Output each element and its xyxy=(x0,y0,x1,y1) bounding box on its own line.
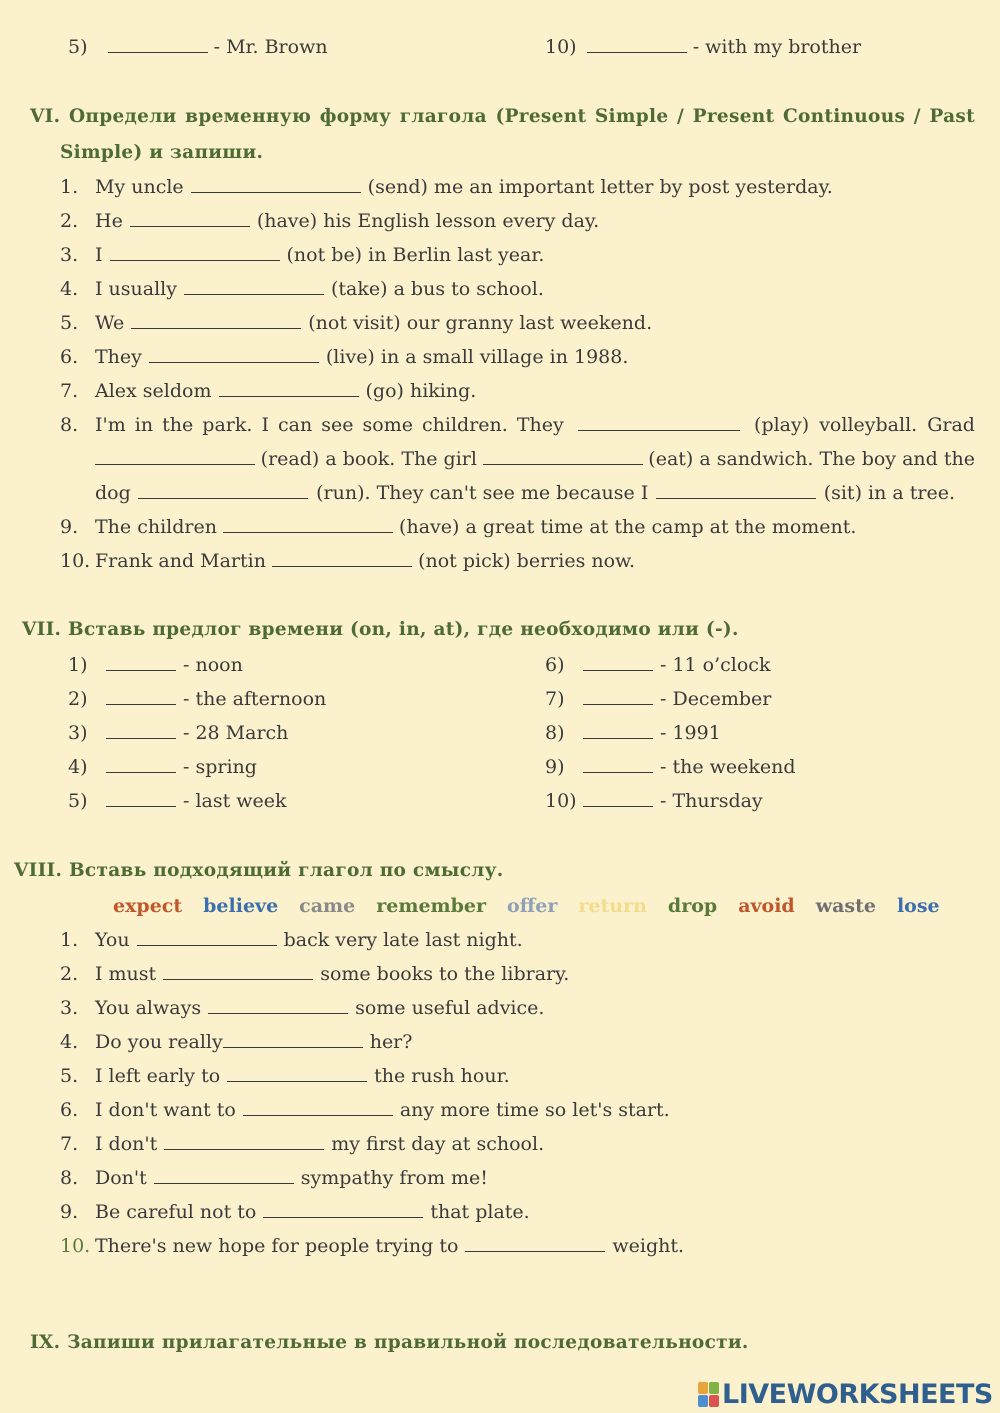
item-number: 4) xyxy=(68,756,88,778)
item-number: 2. xyxy=(60,963,79,985)
item-text: - spring xyxy=(183,756,257,778)
item-text: - last week xyxy=(183,790,287,812)
word-bank-item: expect xyxy=(113,895,183,917)
answer-blank[interactable] xyxy=(131,311,301,329)
item-text: (sit) in a tree. xyxy=(823,482,955,504)
logo-text: LIVEWORKSHEETS xyxy=(722,1378,993,1410)
s8-item-2 xyxy=(60,962,569,986)
word-bank xyxy=(113,894,961,918)
answer-blank[interactable] xyxy=(583,721,653,739)
s8-item-10 xyxy=(60,1234,684,1258)
item-text: (have) his English lesson every day. xyxy=(256,210,600,232)
item-text: (not visit) our granny last weekend. xyxy=(308,312,653,334)
item-text: He xyxy=(95,210,123,232)
item-text: - the weekend xyxy=(660,756,796,778)
word-bank-item: drop xyxy=(667,895,718,917)
s8-item-3 xyxy=(60,996,544,1020)
item-number: 9. xyxy=(60,516,79,538)
s7-item-5 xyxy=(68,789,287,813)
item-number: 6. xyxy=(60,346,79,368)
s6-item-7 xyxy=(60,379,476,403)
answer-blank[interactable] xyxy=(583,687,653,705)
s6-item-1 xyxy=(60,175,833,199)
s8-item-8 xyxy=(60,1166,488,1190)
item-number: 7) xyxy=(545,688,565,710)
item-text: (take) a bus to school. xyxy=(330,278,544,300)
item-number: 10) xyxy=(545,36,577,58)
item-number: 2. xyxy=(60,210,79,232)
item-number: 8) xyxy=(545,722,565,744)
section-9-title: IX. Запиши прилагательные в правильной последовательности. xyxy=(30,1332,749,1353)
item-text: - 28 March xyxy=(183,722,289,744)
s6-item-8-number: 8. xyxy=(60,414,79,436)
item-text: You always xyxy=(95,997,202,1019)
item-text: (read) a book. The girl xyxy=(260,448,477,470)
item-text: any more time so let's start. xyxy=(399,1099,670,1121)
item-text: The children xyxy=(95,516,217,538)
word-bank-item: remember xyxy=(376,895,487,917)
item-text: Do you really xyxy=(95,1031,223,1053)
item-text: I usually xyxy=(95,278,177,300)
logo-mark-icon xyxy=(698,1382,719,1407)
answer-blank[interactable] xyxy=(106,789,176,807)
section-6-title-cont: Simple) и запиши. xyxy=(60,142,264,163)
answer-blank[interactable] xyxy=(164,1132,324,1150)
item-number: 1) xyxy=(68,654,88,676)
answer-blank[interactable] xyxy=(208,996,348,1014)
item-text: (not pick) berries now. xyxy=(418,550,636,572)
item-text: (live) in a small village in 1988. xyxy=(325,346,629,368)
item-text: I don't xyxy=(95,1133,158,1155)
answer-blank[interactable] xyxy=(163,962,313,980)
answer-blank[interactable] xyxy=(223,1030,363,1048)
s7-item-2 xyxy=(68,687,326,711)
answer-blank[interactable] xyxy=(583,653,653,671)
answer-blank[interactable] xyxy=(587,35,687,53)
item-text: sympathy from me! xyxy=(300,1167,488,1189)
answer-blank[interactable] xyxy=(106,721,176,739)
item-text: They xyxy=(95,346,142,368)
section-7-title: VII. Вставь предлог времени (on, in, at), где необходимо или (-). xyxy=(22,619,739,640)
word-bank-item: return xyxy=(578,895,647,917)
answer-blank[interactable] xyxy=(106,653,176,671)
section-6-title: VI. Определи временную форму глагола (Present Simple / Present Continuous / Past xyxy=(30,106,975,127)
answer-blank[interactable] xyxy=(583,789,653,807)
item-number: 9) xyxy=(545,756,565,778)
item-number: 10. xyxy=(60,550,91,572)
item-text: You xyxy=(95,929,130,951)
item-text: (run). They can't see me because I xyxy=(316,482,649,504)
item-text: - with my brother xyxy=(692,36,862,58)
item-text: I'm in the park. I can see some children. They xyxy=(95,414,564,436)
liveworksheets-logo xyxy=(698,1380,993,1408)
item-number: 1. xyxy=(60,176,79,198)
item-number: 1. xyxy=(60,929,79,951)
s7-item-1 xyxy=(68,653,243,677)
item-text: - Mr. Brown xyxy=(213,36,328,58)
s6-item-9 xyxy=(60,515,856,539)
item-number: 6. xyxy=(60,1099,79,1121)
item-text: I must xyxy=(95,963,157,985)
answer-blank[interactable] xyxy=(583,755,653,773)
item-number: 10) xyxy=(545,790,577,812)
answer-blank[interactable] xyxy=(465,1234,605,1252)
item-number: 7. xyxy=(60,380,79,402)
s6-item-10 xyxy=(60,549,635,573)
s6-item-4 xyxy=(60,277,544,301)
item-number: 8. xyxy=(60,1167,79,1189)
answer-blank[interactable] xyxy=(483,447,643,465)
answer-blank[interactable] xyxy=(138,481,308,499)
item-text: (not be) in Berlin last year. xyxy=(286,244,545,266)
answer-blank[interactable] xyxy=(578,413,740,431)
answer-blank[interactable] xyxy=(154,1166,294,1184)
item-text: (have) a great time at the camp at the moment. xyxy=(399,516,857,538)
s8-item-6 xyxy=(60,1098,670,1122)
item-text: her? xyxy=(369,1031,413,1053)
item-text: (send) me an important letter by post yesterday. xyxy=(367,176,833,198)
s6-item-8-line3 xyxy=(95,481,955,505)
answer-blank[interactable] xyxy=(272,549,412,567)
answer-blank[interactable] xyxy=(223,515,393,533)
answer-blank[interactable] xyxy=(184,277,324,295)
s6-item-8-line1 xyxy=(95,413,975,437)
answer-blank[interactable] xyxy=(656,481,816,499)
answer-blank[interactable] xyxy=(106,755,176,773)
item-text: I xyxy=(95,244,103,266)
item-number: 10. xyxy=(60,1235,91,1257)
s6-item-3 xyxy=(60,243,544,267)
item-text: - Thursday xyxy=(660,790,763,812)
word-bank-item: lose xyxy=(896,895,940,917)
answer-blank[interactable] xyxy=(130,209,250,227)
item-number: 5. xyxy=(60,1065,79,1087)
item-text: the rush hour. xyxy=(374,1065,510,1087)
s8-item-7 xyxy=(60,1132,544,1156)
top-item-10 xyxy=(545,35,861,59)
s8-item-1 xyxy=(60,928,523,952)
answer-blank[interactable] xyxy=(243,1098,393,1116)
answer-blank[interactable] xyxy=(95,447,255,465)
item-text: - 11 o’clock xyxy=(660,654,771,676)
item-text: There's new hope for people trying to xyxy=(95,1235,459,1257)
item-text: My uncle xyxy=(95,176,184,198)
s8-item-5 xyxy=(60,1064,510,1088)
item-text: Frank and Martin xyxy=(95,550,266,572)
s7-item-7 xyxy=(545,687,771,711)
item-number: 2) xyxy=(68,688,88,710)
item-text: weight. xyxy=(612,1235,685,1257)
item-number: 3. xyxy=(60,244,79,266)
item-number: 6) xyxy=(545,654,565,676)
answer-blank[interactable] xyxy=(110,243,280,261)
item-text: Don't xyxy=(95,1167,147,1189)
item-number: 3) xyxy=(68,722,88,744)
item-number: 5) xyxy=(68,790,88,812)
item-text: We xyxy=(95,312,125,334)
s7-item-9 xyxy=(545,755,796,779)
item-text: - 1991 xyxy=(660,722,721,744)
item-text: my first day at school. xyxy=(331,1133,545,1155)
item-text: back very late last night. xyxy=(283,929,523,951)
top-item-5 xyxy=(68,35,328,59)
item-text: (eat) a sandwich. The boy and the xyxy=(648,448,975,470)
s8-item-4 xyxy=(60,1030,412,1054)
item-number: 3. xyxy=(60,997,79,1019)
s6-item-2 xyxy=(60,209,599,233)
s6-item-5 xyxy=(60,311,652,335)
answer-blank[interactable] xyxy=(191,175,361,193)
item-text: some useful advice. xyxy=(355,997,545,1019)
s6-item-8-line2 xyxy=(95,447,975,471)
item-text: Alex seldom xyxy=(95,380,212,402)
item-text: some books to the library. xyxy=(320,963,570,985)
answer-blank[interactable] xyxy=(137,928,277,946)
answer-blank[interactable] xyxy=(106,687,176,705)
item-number: 4. xyxy=(60,278,79,300)
item-text: dog xyxy=(95,482,131,504)
answer-blank[interactable] xyxy=(108,35,208,53)
item-text: I left early to xyxy=(95,1065,221,1087)
s6-item-6 xyxy=(60,345,628,369)
s7-item-6 xyxy=(545,653,770,677)
word-bank-item: believe xyxy=(203,895,279,917)
item-text: - December xyxy=(660,688,772,710)
item-text: (play) volleyball. Grad xyxy=(754,414,975,436)
word-bank-item: waste xyxy=(815,895,876,917)
item-number: 7. xyxy=(60,1133,79,1155)
answer-blank[interactable] xyxy=(219,379,359,397)
item-number: 9. xyxy=(60,1201,79,1223)
item-number: 5) xyxy=(68,36,88,58)
item-text: (go) hiking. xyxy=(365,380,477,402)
s7-item-8 xyxy=(545,721,721,745)
item-text: - the afternoon xyxy=(183,688,327,710)
item-text: I don't want to xyxy=(95,1099,236,1121)
word-bank-item: came xyxy=(299,895,356,917)
s7-item-10 xyxy=(545,789,763,813)
section-8-title: VIII. Вставь подходящий глагол по смыслу. xyxy=(14,860,504,881)
s7-item-3 xyxy=(68,721,288,745)
answer-blank[interactable] xyxy=(149,345,319,363)
answer-blank[interactable] xyxy=(227,1064,367,1082)
answer-blank[interactable] xyxy=(263,1200,423,1218)
word-bank-item: avoid xyxy=(738,895,795,917)
word-bank-item: offer xyxy=(507,895,558,917)
item-number: 5. xyxy=(60,312,79,334)
item-number: 4. xyxy=(60,1031,79,1053)
item-text: Be careful not to xyxy=(95,1201,257,1223)
item-text: that plate. xyxy=(430,1201,530,1223)
s8-item-9 xyxy=(60,1200,530,1224)
item-text: - noon xyxy=(183,654,243,676)
s7-item-4 xyxy=(68,755,257,779)
